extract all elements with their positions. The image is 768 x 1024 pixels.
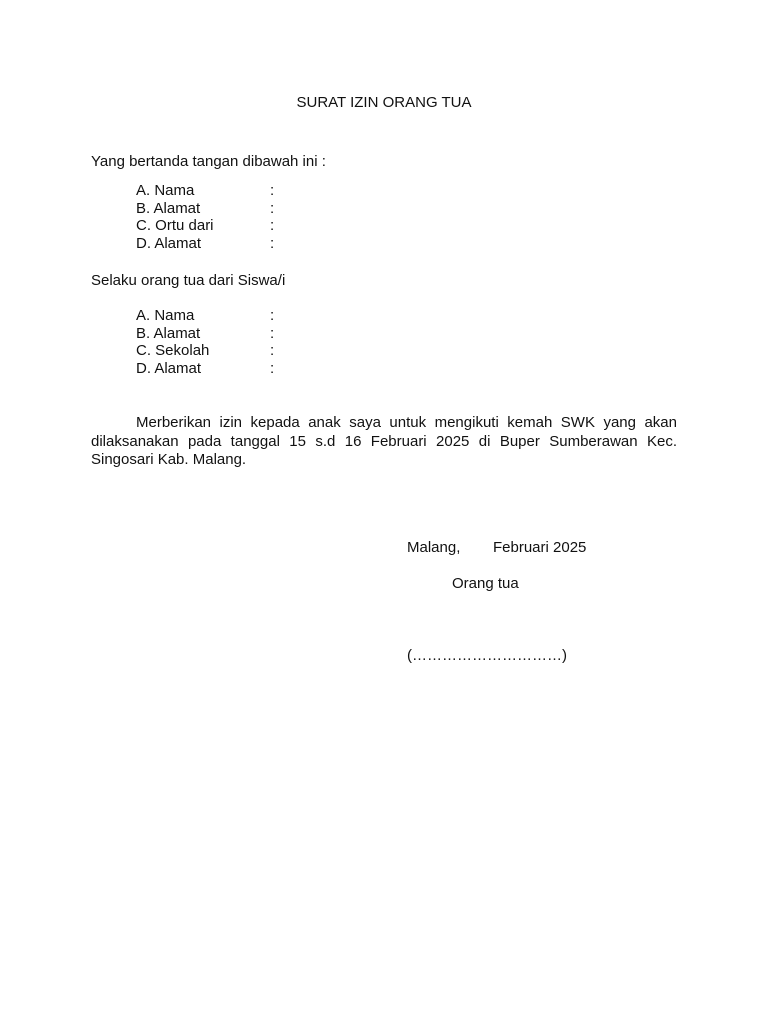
parent-field-address xyxy=(136,200,336,218)
intro-text: Yang bertanda tangan dibawah ini : xyxy=(91,153,326,170)
field-colon: : xyxy=(270,307,275,324)
field-label: C. Ortu dari xyxy=(136,217,214,235)
field-colon: : xyxy=(270,199,275,217)
document-title: SURAT IZIN ORANG TUA xyxy=(296,94,472,111)
field-colon: : xyxy=(270,342,275,360)
field-label: D. Alamat xyxy=(136,235,202,253)
field-label: A. Nama xyxy=(136,182,195,199)
student-field-address xyxy=(136,325,336,343)
field-label: D. Alamat xyxy=(136,360,202,378)
field-label: A. Nama xyxy=(136,307,195,324)
place-date xyxy=(407,539,647,557)
signature-role: Orang tua xyxy=(452,575,519,592)
field-colon: : xyxy=(270,217,275,235)
signature-date: Februari 2025 xyxy=(493,539,587,556)
field-colon: : xyxy=(270,182,275,199)
field-label: C. Sekolah xyxy=(136,342,210,360)
student-field-name xyxy=(136,307,336,325)
student-field-list xyxy=(136,307,336,378)
relation-text: Selaku orang tua dari Siswa/i xyxy=(91,272,286,289)
field-colon: : xyxy=(270,360,275,378)
parent-field-list xyxy=(136,182,336,253)
field-label: B. Alamat xyxy=(136,199,201,217)
signature-city: Malang, xyxy=(407,539,461,556)
student-field-address-2 xyxy=(136,360,336,378)
field-colon: : xyxy=(270,235,275,253)
parent-field-address-2 xyxy=(136,235,336,253)
parent-field-name xyxy=(136,182,336,200)
permission-paragraph: Merberikan izin kepada anak saya untuk mengikuti kemah SWK yang akan dilaksanakan pada tanggal 15 s.d 16 Februari 2025 di Buper Sumberawan Kec. Singosari Kab. Malang. xyxy=(91,414,677,468)
student-field-school xyxy=(136,342,336,360)
field-colon: : xyxy=(270,324,275,342)
parent-field-parent-of xyxy=(136,217,336,235)
field-label: B. Alamat xyxy=(136,324,201,342)
signature-name-line: (…………………………) xyxy=(407,647,567,664)
